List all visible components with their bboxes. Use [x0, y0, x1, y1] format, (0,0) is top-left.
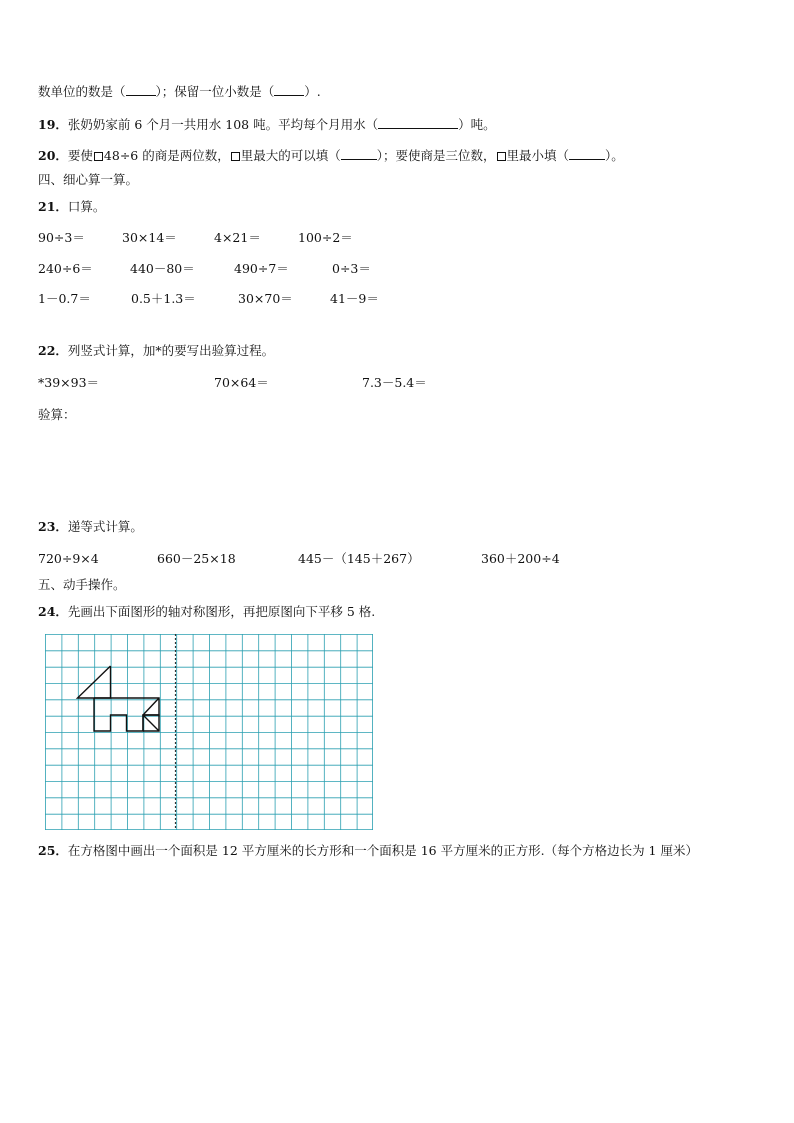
square-grid[interactable]	[45, 634, 373, 830]
oral-item: 30×14＝	[122, 230, 177, 245]
grid-drawing	[45, 634, 373, 830]
oral-item: 440－80＝	[130, 261, 195, 276]
line-place-value: 数单位的数是（ ）；保留一位小数是（ ）.	[38, 84, 321, 99]
oral-item: 0.5＋1.3＝	[131, 291, 196, 306]
oral-item: 0÷3＝	[332, 261, 371, 276]
vertical-item: 7.3－5.4＝	[362, 375, 427, 390]
question-19: 19．张奶奶家前 6 个月一共用水 108 吨。平均每个月用水（ ）吨。	[38, 117, 496, 132]
box-symbol-icon	[497, 152, 506, 161]
shape-figure	[78, 666, 160, 731]
check-label: 验算：	[38, 407, 76, 422]
answer-blank[interactable]	[341, 147, 377, 160]
question-25: 25．在方格图中画出一个面积是 12 平方厘米的长方形和一个面积是 16 平方厘米的正方形.（每个方格边长为 1 厘米）	[38, 843, 698, 858]
question-21: 21．口算。	[38, 199, 106, 214]
stepwise-item: 660－25×18	[157, 551, 236, 566]
grid-lines	[45, 634, 373, 830]
box-symbol-icon	[231, 152, 240, 161]
answer-blank[interactable]	[569, 147, 605, 160]
oral-item: 41－9＝	[330, 291, 379, 306]
shape-triangle-ear	[78, 666, 111, 698]
oral-item: 4×21＝	[214, 230, 261, 245]
section-5-heading: 五、动手操作。	[38, 577, 126, 592]
oral-item: 90÷3＝	[38, 230, 85, 245]
question-23: 23．递等式计算。	[38, 519, 143, 534]
question-20: 20．要使 48÷6 的商是两位数， 里最大的可以填（ ）；要使商是三位数， 里最小填（ ）。	[38, 148, 624, 163]
oral-item: 240÷6＝	[38, 261, 93, 276]
question-22: 22．列竖式计算，加*的要写出验算过程。	[38, 343, 275, 358]
question-24: 24．先画出下面图形的轴对称图形，再把原图向下平移 5 格.	[38, 604, 376, 619]
vertical-item: 70×64＝	[214, 375, 269, 390]
answer-blank[interactable]	[126, 83, 156, 96]
oral-item: 490÷7＝	[234, 261, 289, 276]
oral-item: 1－0.7＝	[38, 291, 91, 306]
oral-item: 100÷2＝	[298, 230, 353, 245]
stepwise-item: 445－（145＋267）	[298, 551, 420, 566]
answer-blank[interactable]	[378, 116, 458, 129]
oral-item: 30×70＝	[238, 291, 293, 306]
section-4-heading: 四、细心算一算。	[38, 172, 139, 187]
answer-blank[interactable]	[274, 83, 304, 96]
box-symbol-icon	[94, 152, 103, 161]
stepwise-item: 360＋200÷4	[481, 551, 560, 566]
vertical-item: *39×93＝	[38, 375, 100, 390]
stepwise-item: 720÷9×4	[38, 551, 99, 566]
